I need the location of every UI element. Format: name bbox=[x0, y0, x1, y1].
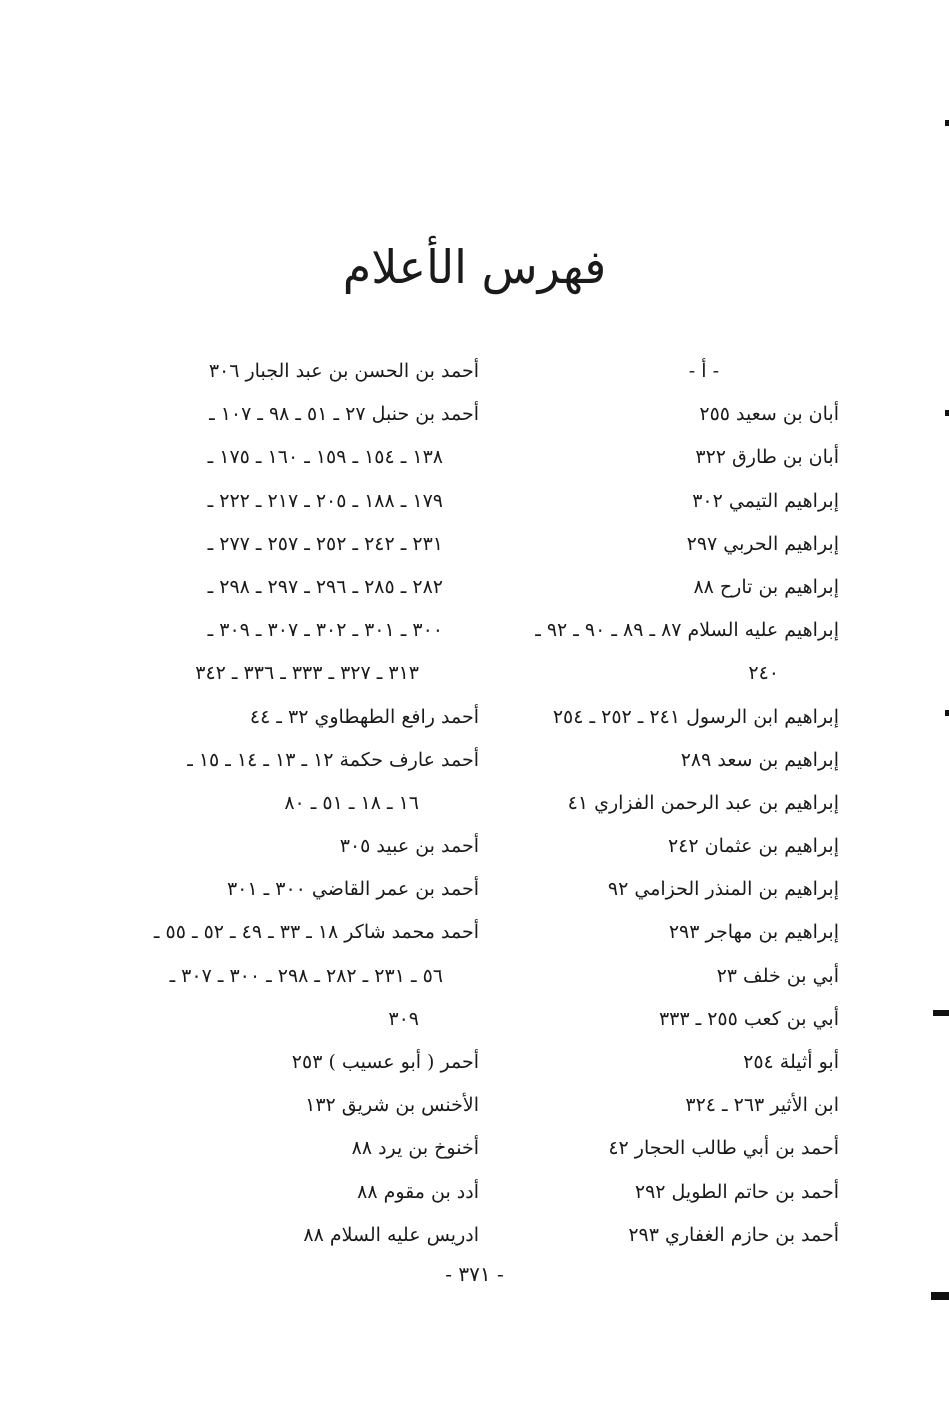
index-entry-line: ١٣٨ ـ ١٥٤ ـ ١٥٩ ـ ١٦٠ ـ ١٧٥ ـ bbox=[207, 446, 443, 469]
scan-edge-mark bbox=[933, 1010, 949, 1016]
index-entry-line: أحمر ( أبو عسيب ) ٢٥٣ bbox=[291, 1051, 479, 1073]
index-entry-line: ٣٠٠ ـ ٣٠١ ـ ٣٠٢ ـ ٣٠٧ ـ ٣٠٩ ـ bbox=[207, 619, 443, 642]
index-entry-line: أبي بن كعب ٢٥٥ ـ ٣٣٣ bbox=[658, 1007, 839, 1030]
index-entry-line: أحمد بن حنبل ٢٧ ـ ٥١ ـ ٩٨ ـ ١٠٧ ـ bbox=[209, 403, 479, 426]
index-entry-line: إبراهيم بن عبد الرحمن الفزاري ٤١ bbox=[567, 791, 839, 814]
index-entry-line: ٣١٣ ـ ٣٢٧ ـ ٣٣٣ ـ ٣٣٦ ـ ٣٤٢ bbox=[195, 662, 419, 685]
index-column-right bbox=[479, 350, 839, 1257]
scan-edge-mark bbox=[945, 120, 949, 126]
index-entry-line: ٥٦ ـ ٢٣١ ـ ٢٨٢ ـ ٢٩٨ ـ ٣٠٠ ـ ٣٠٧ ـ bbox=[169, 964, 443, 987]
scan-edge-mark bbox=[945, 710, 949, 716]
index-entry-line: أحمد بن حاتم الطويل ٢٩٢ bbox=[634, 1180, 839, 1203]
index-entry-line: ١٧٩ ـ ١٨٨ ـ ٢٠٥ ـ ٢١٧ ـ ٢٢٢ ـ bbox=[207, 489, 443, 512]
index-entry-line: أبان بن طارق ٣٢٢ bbox=[695, 446, 839, 469]
index-entry-line: أحمد عارف حكمة ١٢ ـ ١٣ ـ ١٤ ـ ١٥ ـ bbox=[187, 748, 479, 771]
index-entry-line: ١٦ ـ ١٨ ـ ٥١ ـ ٨٠ bbox=[284, 791, 419, 814]
index-entry-line: ٢٨٢ ـ ٢٨٥ ـ ٢٩٦ ـ ٢٩٧ ـ ٢٩٨ ـ bbox=[207, 575, 443, 598]
page-number: - ٣٧١ - bbox=[445, 1262, 504, 1286]
index-entry-line: ٣٠٩ bbox=[388, 1007, 419, 1030]
index-entry-line: إبراهيم بن تارح ٨٨ bbox=[693, 575, 839, 598]
index-entry-line: أدد بن مقوم ٨٨ bbox=[357, 1180, 479, 1203]
index-entry-line: أخنوخ بن يرد ٨٨ bbox=[351, 1137, 479, 1160]
page-title: فهرس الأعلام bbox=[342, 240, 607, 294]
index-entry-line: ادريس عليه السلام ٨٨ bbox=[303, 1223, 479, 1246]
index-entry-line: إبراهيم بن عثمان ٢٤٢ bbox=[667, 835, 839, 858]
index-entry-line: إبراهيم الحربي ٢٩٧ bbox=[686, 532, 839, 555]
index-entry-line: إبراهيم بن سعد ٢٨٩ bbox=[680, 748, 839, 771]
index-entry-line: إبراهيم التيمي ٣٠٢ bbox=[692, 489, 839, 512]
index-entry-line: أحمد محمد شاكر ١٨ ـ ٣٣ ـ ٤٩ ـ ٥٢ ـ ٥٥ ـ bbox=[153, 921, 479, 944]
index-entry-line: أحمد بن عبيد ٣٠٥ bbox=[339, 835, 479, 858]
index-entry-line: أبان بن سعيد ٢٥٥ bbox=[699, 403, 839, 426]
index-entry-line: إبراهيم بن المنذر الحزامي ٩٢ bbox=[607, 878, 839, 901]
scan-edge-mark bbox=[945, 410, 949, 416]
index-entry-line: الأخنس بن شريق ١٣٢ bbox=[305, 1094, 479, 1117]
index-entry-line: إبراهيم بن مهاجر ٢٩٣ bbox=[668, 921, 839, 944]
index-entry-line: إبراهيم ابن الرسول ٢٤١ ـ ٢٥٢ ـ ٢٥٤ bbox=[552, 705, 839, 728]
index-entry-line: أحمد بن الحسن بن عبد الجبار ٣٠٦ bbox=[208, 360, 479, 382]
scan-edge-mark bbox=[931, 1292, 949, 1300]
index-entry-line: أبو أثيلة ٢٥٤ bbox=[743, 1051, 839, 1073]
index-entry-line: إبراهيم عليه السلام ٨٧ ـ ٨٩ ـ ٩٠ ـ ٩٢ ـ bbox=[535, 619, 839, 642]
index-entry-line: ٢٣١ ـ ٢٤٢ ـ ٢٥٢ ـ ٢٥٧ ـ ٢٧٧ ـ bbox=[207, 532, 443, 555]
index-entry-line: ابن الأثير ٢٦٣ ـ ٣٢٤ bbox=[685, 1094, 839, 1117]
index-entry-line: ٢٤٠ bbox=[748, 662, 779, 685]
index-entry-line: أحمد رافع الطهطاوي ٣٢ ـ ٤٤ bbox=[249, 705, 479, 728]
index-entry-line: أبي بن خلف ٢٣ bbox=[716, 964, 839, 987]
index-entry-line: أحمد بن عمر القاضي ٣٠٠ ـ ٣٠١ bbox=[226, 878, 479, 901]
letter-section-header: - أ - bbox=[688, 360, 719, 382]
index-entry-line: أحمد بن أبي طالب الحجار ٤٢ bbox=[608, 1137, 839, 1160]
index-entry-line: أحمد بن حازم الغفاري ٢٩٣ bbox=[628, 1223, 839, 1246]
index-column-left bbox=[119, 350, 479, 1257]
